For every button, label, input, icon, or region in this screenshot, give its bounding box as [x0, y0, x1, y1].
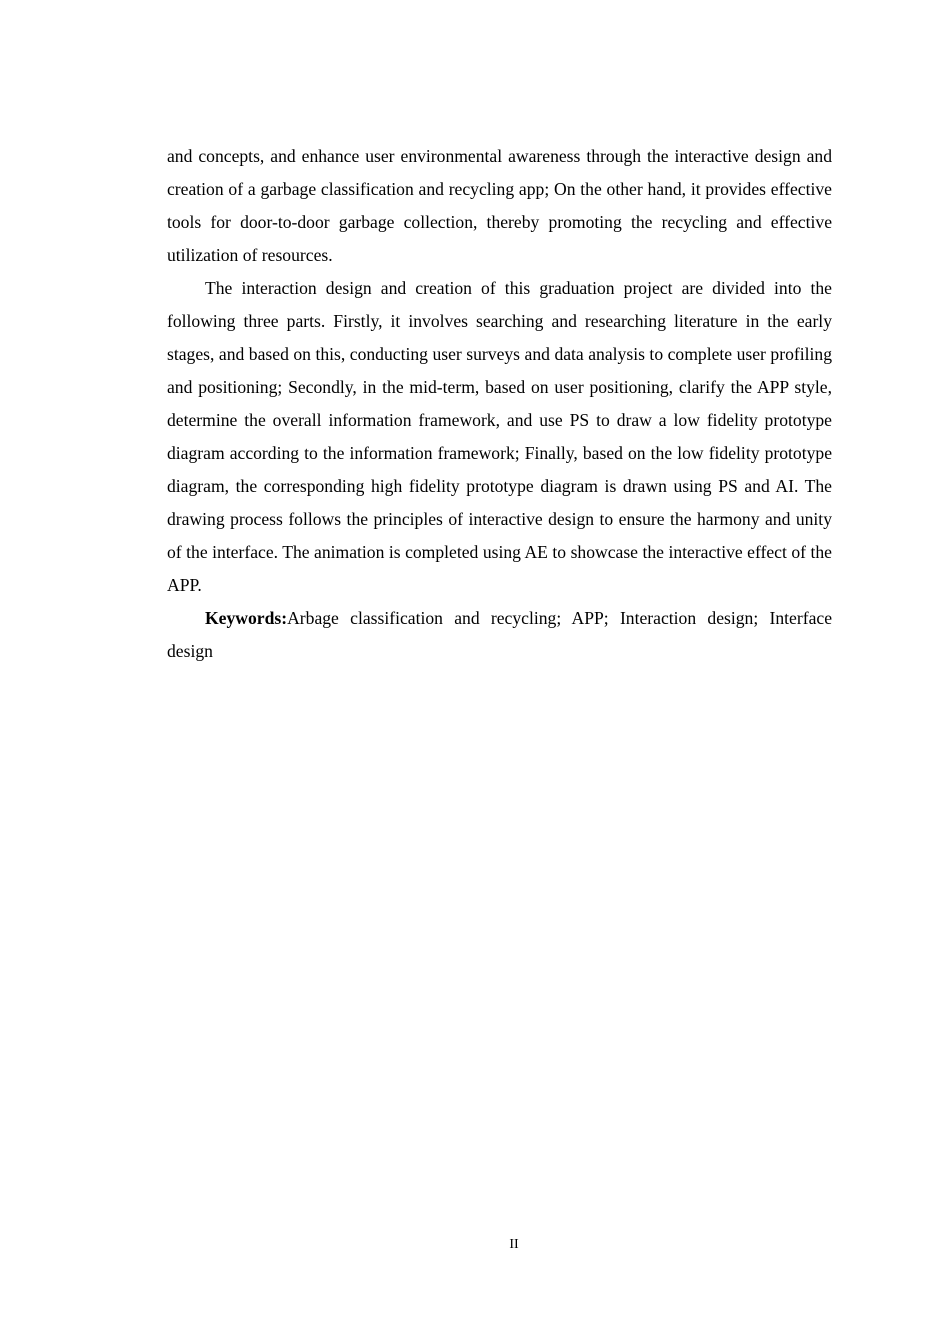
- keywords-label: Keywords:: [205, 608, 288, 628]
- abstract-body: [167, 140, 832, 668]
- abstract-paragraph-continued: and concepts, and enhance user environmental awareness through the interactive design and creation of a garbage classification and recycling app; On the other hand, it provides effective tools for door-to-door garbage collection, thereby promoting the recycling and effective utilization of resources.: [167, 146, 832, 265]
- keywords-text: Arbage classification and recycling; APP; Interaction design; Interface design: [167, 608, 832, 661]
- abstract-paragraph-project-parts: The interaction design and creation of this graduation project are divided into the following three parts. Firstly, it involves searching and researching literature in the early stages, and based on this, conducting user surveys and data analysis to complete user profiling and positioning; Secondly, in the mid-term, based on user positioning, clarify the APP style, determine the overall information framework, and use PS to draw a low fidelity prototype diagram according to the information framework; Finally, based on the low fidelity prototype diagram, the corresponding high fidelity prototype diagram is drawn using PS and AI. The drawing process follows the principles of interactive design to ensure the harmony and unity of the interface. The animation is completed using AE to showcase the interactive effect of the APP.: [167, 278, 832, 595]
- keywords-line: [167, 602, 832, 668]
- page-number: II: [509, 1237, 519, 1252]
